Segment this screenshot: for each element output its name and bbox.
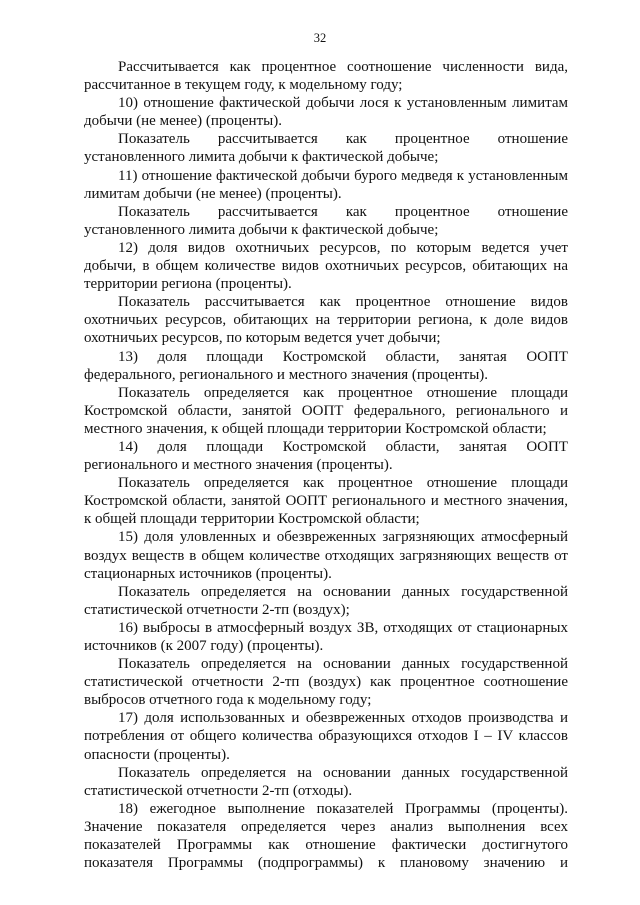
- paragraph: 14) доля площади Костромской области, занятая ООПТ регионального и местного значения (проценты).: [84, 438, 568, 474]
- paragraph: 13) доля площади Костромской области, занятая ООПТ федерального, регионального и местного значения (проценты).: [84, 348, 568, 383]
- paragraph: Показатель определяется как процентное отношение площади Костромской области, занятой ООПТ федерального, регионального и местного значения, к общей площади территории Костромской области;: [84, 384, 568, 437]
- paragraph: Показатель определяется на основании данных государственной статистической отчетности 2-тп (воздух);: [84, 583, 568, 618]
- paragraph: 17) доля использованных и обезвреженных отходов производства и потребления от общего количества образующихся отходов I – IV классов опасности (проценты).: [84, 710, 568, 763]
- paragraph: 16) выбросы в атмосферный воздух ЗВ, отходящих от стационарных источников (к 2007 году) (проценты).: [84, 619, 568, 654]
- paragraph: Показатель рассчитывается как процентное отношение установленного лимита добычи к фактической добыче;: [84, 131, 568, 166]
- paragraph: Показатель рассчитывается как процентное отношение видов охотничьих ресурсов, обитающих на территории региона, к доле видов охотничьих ресурсов, по которым ведется учет добычи;: [84, 294, 568, 347]
- document-body: [84, 58, 568, 872]
- paragraph: Рассчитывается как процентное соотношение численности вида, рассчитанное в текущем году, к модельному году;: [84, 59, 568, 94]
- paragraph: Показатель определяется на основании данных государственной статистической отчетности 2-тп (воздух) как процентное соотношение выбросов отчетного года к модельному году;: [84, 656, 568, 709]
- paragraph: 10) отношение фактической добычи лося к установленным лимитам добычи (не менее) (проценты).: [84, 95, 568, 130]
- paragraph: 11) отношение фактической добычи бурого медведя к установленным лимитам добычи (не менее) (проценты).: [84, 167, 568, 202]
- page-number: 32: [313, 31, 327, 45]
- paragraph: Показатель определяется как процентное отношение площади Костромской области, занятой ООПТ регионального и местного значения, к общей площади территории Костромской области;: [84, 475, 568, 528]
- paragraph: Показатель определяется на основании данных государственной статистической отчетности 2-тп (отходы).: [84, 764, 568, 799]
- paragraph: 12) доля видов охотничьих ресурсов, по которым ведется учет добычи, в общем количестве видов охотничьих ресурсов, обитающих на территории региона (проценты).: [84, 239, 568, 293]
- paragraph: Показатель рассчитывается как процентное отношение установленного лимита добычи к фактической добыче;: [84, 203, 568, 238]
- paragraph: 15) доля уловленных и обезвреженных загрязняющих атмосферный воздух веществ в общем количестве отходящих загрязняющих веществ от стационарных источников (проценты).: [84, 529, 568, 582]
- paragraph: 18) ежегодное выполнение показателей Программы (проценты). Значение показателя определяется через анализ выполнения всех показателей Программы как отношение фактически достигнутого показателя Программы (подпрограммы) к плановому значению и: [84, 800, 568, 872]
